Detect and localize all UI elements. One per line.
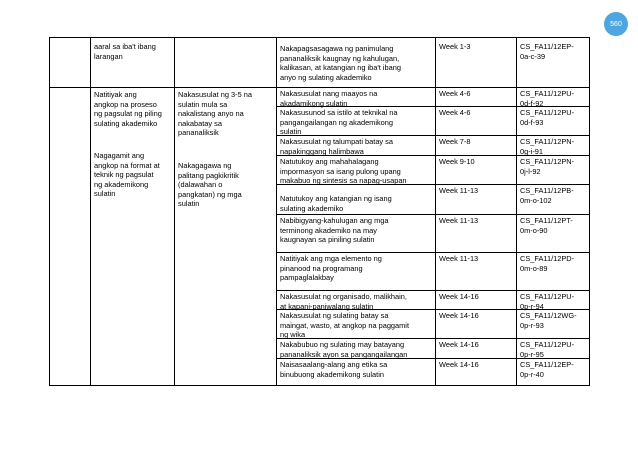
page-number-badge: 560 (604, 12, 628, 36)
competency-cell: Nakapagsasagawa ng panimulang pananaliksik kaugnay ng kahulugan, kalikasan, at katangian ng iba't ibang anyo ng sulating akademiko (280, 44, 401, 82)
standard-cell: Natitiyak ang angkop na proseso ng pagsulat ng piling sulating akademiko (94, 90, 162, 128)
code-cell: CS_FA11/12PU- 0p-r-94 (520, 292, 575, 311)
competency-cell: Nakasusunod sa istilo at teknikal na pangangailangan ng akademikong sulatin (280, 108, 398, 137)
competency-cell: Nakasusulat ng organisado, malikhain, at kapani-paniwalang sulatin (280, 292, 407, 311)
column-divider (90, 38, 91, 385)
column-divider (174, 38, 175, 385)
row-divider (50, 87, 589, 88)
week-cell: Week 11-13 (439, 254, 479, 263)
week-cell: Week 1-3 (439, 42, 471, 51)
competency-cell: Nabibigyang-kahulugan ang mga terminong akademiko na may kaugnayan sa piniling sulatin (280, 216, 389, 245)
week-cell: Week 14-16 (439, 340, 479, 349)
competency-cell: Nakasusulat nang maayos na akadamikong sulatin (280, 89, 378, 108)
competency-cell: Natutukoy ang mahahalagang impormasyon sa isang pulong upang makabuo ng sintesis sa napag-usapan (280, 157, 407, 186)
row-divider (276, 290, 589, 291)
week-cell: Week 11-13 (439, 186, 479, 195)
code-cell: CS_FA11/12PN- 0j-l-92 (520, 157, 575, 176)
code-cell: CS_FA11/12PD- 0m-o-89 (520, 254, 575, 273)
code-cell: CS_FA11/12EP- 0a-c-39 (520, 42, 574, 61)
row-divider (276, 252, 589, 253)
competency-cell: Natutukoy ang katangian ng isang sulating akademiko (280, 194, 392, 213)
row-divider (276, 214, 589, 215)
code-cell: CS_FA11/12EP- 0p-r-40 (520, 360, 574, 379)
competency-cell: Nakabubuo ng sulating may batayang pananaliksik ayon sa pangangailangan (280, 340, 408, 359)
week-cell: Week 11-13 (439, 216, 479, 225)
code-cell: CS_FA11/12PU- 0d-f-93 (520, 108, 575, 127)
column-divider (435, 38, 436, 385)
code-cell: CS_FA11/12PT- 0m-o-90 (520, 216, 573, 235)
competency-cell: Naisasaalang-alang ang etika sa binubuong akademikong sulatin (280, 360, 388, 379)
performance-cell: Nakasusulat ng 3-5 na sulatin mula sa nakalistang anyo na nakabatay sa pananaliksik (178, 90, 252, 138)
standard-cell: aaral sa iba't ibang larangan (94, 42, 156, 61)
code-cell: CS_FA11/12WG- 0p-r-93 (520, 311, 577, 330)
performance-cell: Nakagagawa ng palitang pagkikritik (dalawahan o pangkatan) ng mga sulatin (178, 161, 242, 209)
week-cell: Week 7-8 (439, 137, 471, 146)
code-cell: CS_FA11/12PU- 0d-f-92 (520, 89, 575, 108)
column-divider (276, 38, 277, 385)
standard-cell: Nagagamit ang angkop na format at teknik ng pagsulat ng akademikong sulatin (94, 151, 160, 199)
week-cell: Week 4-6 (439, 89, 471, 98)
competency-cell: Nakasusulat ng talumpati batay sa napakinggang halimbawa (280, 137, 393, 156)
week-cell: Week 14-16 (439, 292, 479, 301)
code-cell: CS_FA11/12PB- 0m-o-102 (520, 186, 574, 205)
curriculum-table (49, 37, 590, 386)
code-cell: CS_FA11/12PN- 0g-i-91 (520, 137, 575, 156)
week-cell: Week 4-6 (439, 108, 471, 117)
column-divider (516, 38, 517, 385)
code-cell: CS_FA11/12PU- 0p-r-95 (520, 340, 575, 359)
week-cell: Week 14-16 (439, 311, 479, 320)
week-cell: Week 9-10 (439, 157, 475, 166)
competency-cell: Natitiyak ang mga elemento ng pinanood na programang pampaglalakbay (280, 254, 382, 283)
competency-cell: Nakasusulat ng sulating batay sa maingat, wasto, at angkop na paggamit ng wika (280, 311, 410, 340)
week-cell: Week 14-16 (439, 360, 479, 369)
